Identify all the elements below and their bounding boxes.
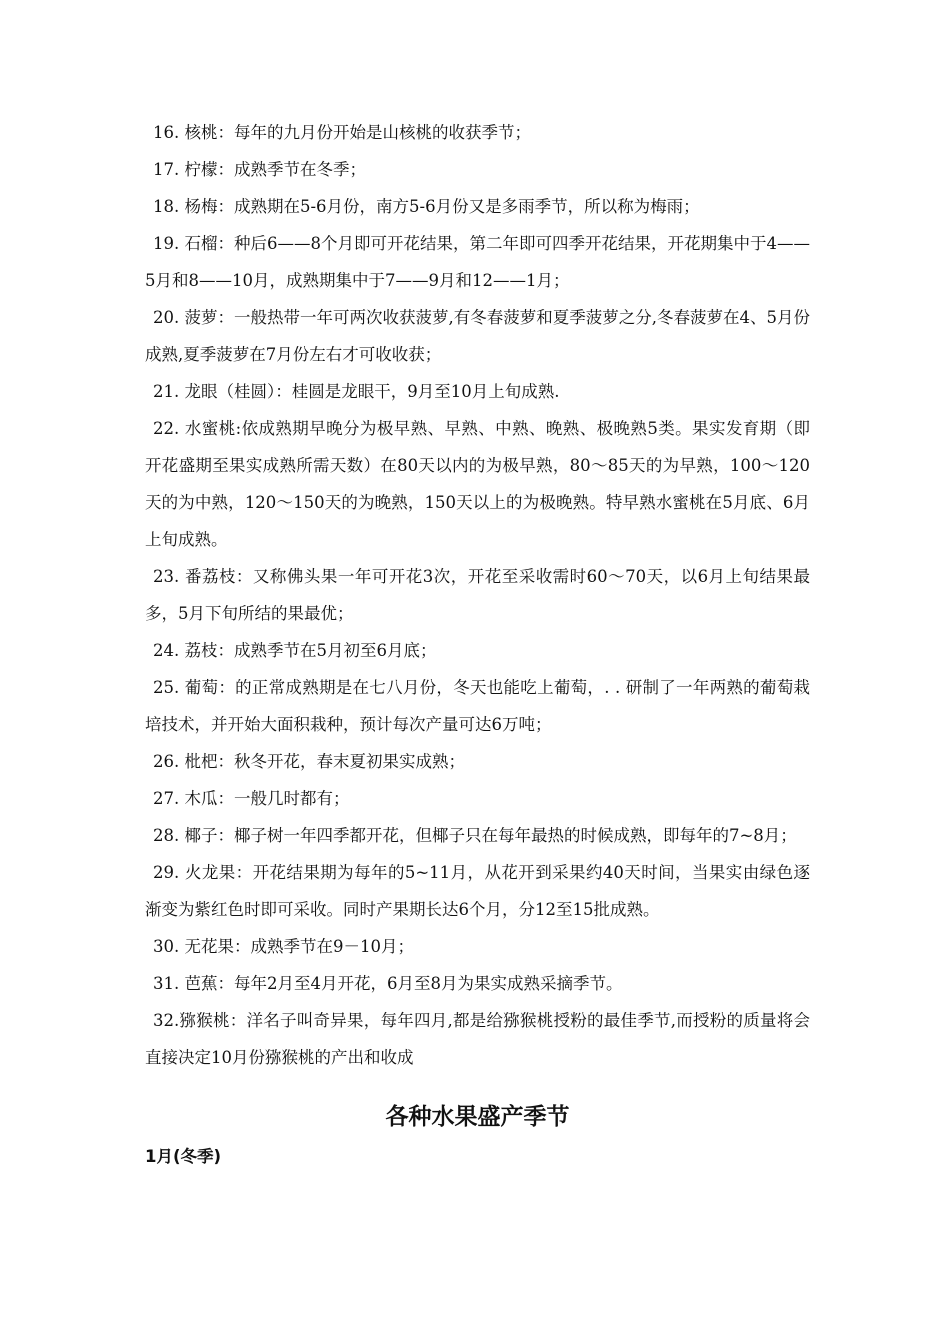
list-item-kiwi: 32.猕猴桃：洋名子叫奇异果，每年四月,都是给猕猴桃授粉的最佳季节,而授粉的质量将会直接决定10月份猕猴桃的产出和收成 <box>145 1011 810 1067</box>
fruit-season-list <box>145 114 810 1076</box>
list-item-pomegranate: 19. 石榴：种后6——8个月即可开花结果，第二年即可四季开花结果，开花期集中于4——5月和8——10月，成熟期集中于7——9月和12——1月； <box>145 234 810 290</box>
list-item-peach: 22. 水蜜桃:依成熟期早晚分为极早熟、早熟、中熟、晚熟、极晚熟5类。果实发育期（即开花盛期至果实成熟所需天数）在80天以内的为极早熟，80～85天的为早熟，100～120天的为中熟，120～150天的为晚熟，150天以上的为极晚熟。特早熟水蜜桃在5月底、6月上旬成熟。 <box>145 419 810 549</box>
list-item-fig: 30. 无花果：成熟季节在9－10月； <box>153 937 414 956</box>
section-title: 各种水果盛产季节 <box>385 1104 570 1130</box>
document-page <box>145 114 810 1170</box>
list-item-lemon: 17. 柠檬：成熟季节在冬季； <box>153 160 366 179</box>
list-item-papaya: 27. 木瓜：一般几时都有； <box>153 789 350 808</box>
list-item-bayberry: 18. 杨梅：成熟期在5-6月份，南方5-6月份又是多雨季节，所以称为梅雨； <box>153 197 700 216</box>
list-item-dragon-fruit: 29. 火龙果：开花结果期为每年的5~11月，从花开到采果约40天时间，当果实由绿色逐渐变为紫红色时即可采收。同时产果期长达6个月，分12至15批成熟。 <box>145 863 810 919</box>
list-item-coconut: 28. 椰子：椰子树一年四季都开花，但椰子只在每年最热的时候成熟，即每年的7~8月； <box>153 826 797 845</box>
list-item-grape: 25. 葡萄：的正常成熟期是在七八月份，冬天也能吃上葡萄，. . 研制了一年两熟的葡萄栽培技术，并开始大面积栽种，预计每次产量可达6万吨； <box>145 678 810 734</box>
list-item-loquat: 26. 枇杷：秋冬开花，春末夏初果实成熟； <box>153 752 465 771</box>
list-item-banana: 31. 芭蕉：每年2月至4月开花，6月至8月为果实成熟采摘季节。 <box>153 974 623 993</box>
list-item-walnut: 16. 核桃：每年的九月份开始是山核桃的收获季节； <box>153 123 531 142</box>
list-item-sugar-apple: 23. 番荔枝：又称佛头果一年可开花3次，开花至采收需时60～70天，以6月上旬结果最多，5月下旬所结的果最优； <box>145 567 810 623</box>
list-item-lychee: 24. 荔枝：成熟季节在5月初至6月底； <box>153 641 437 660</box>
list-item-pineapple: 20. 菠萝：一般热带一年可两次收获菠萝,有冬春菠萝和夏季菠萝之分,冬春菠萝在4、5月份成熟,夏季菠萝在7月份左右才可收收获； <box>145 308 810 364</box>
section-subtitle: 1月(冬季) <box>145 1147 222 1166</box>
list-item-longan: 21. 龙眼（桂圆）：桂圆是龙眼干，9月至10月上旬成熟. <box>153 382 560 401</box>
